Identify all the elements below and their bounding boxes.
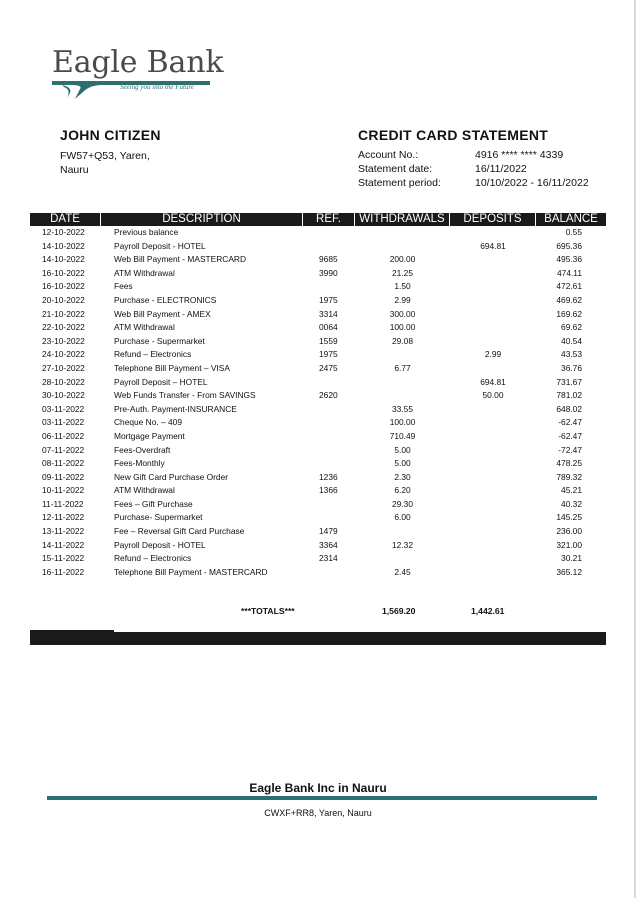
cell-date: 28-10-2022 [42,376,85,387]
cell-description: Web Funds Transfer - From SAVINGS [114,390,256,401]
transactions-table [30,213,606,579]
cell-ref: 3314 [319,308,338,319]
cell-date: 30-10-2022 [42,390,85,401]
cell-description: Fee – Reversal Gift Card Purchase [114,526,245,537]
totals-withdrawals: 1,569.20 [382,606,416,616]
header-ref: REF. [303,213,355,226]
cell-date: 07-11-2022 [42,444,85,455]
table-row [30,416,606,430]
account-value: 4916 **** **** 4339 [475,149,564,161]
cell-description: Telephone Bill Payment - MASTERCARD [114,566,268,577]
cell-date: 13-11-2022 [42,526,85,537]
cell-ref: 9685 [319,254,338,265]
cell-description: ATM Withdrawal [114,322,175,333]
table-footer-bar [30,632,606,645]
footer-divider [47,796,597,800]
cell-balance: 45.21 [561,485,582,496]
footer-address: CWXF+RR8, Yaren, Nauru [264,808,372,818]
cell-deposit [450,403,536,417]
table-row [30,376,606,390]
cell-deposit [450,566,536,580]
cell-description: Telephone Bill Payment – VISA [114,362,230,373]
cell-deposit [450,484,536,498]
statement-date-value: 16/11/2022 [475,163,527,175]
statement-period-label: Statement period: [358,177,441,189]
cell-balance: 30.21 [561,553,582,564]
cell-deposit [450,308,536,322]
cell-withdrawal [355,226,450,240]
cell-description: Purchase- Supermarket [114,512,203,523]
cell-description: Refund – Electronics [114,553,192,564]
cell-withdrawal: 2.99 [394,294,411,305]
cell-date: 23-10-2022 [42,335,85,346]
cell-balance: 695.36 [556,240,582,251]
table-row [30,484,606,498]
cell-description: Refund – Electronics [114,349,192,360]
cell-description: New Gift Card Purchase Order [114,471,229,482]
cell-withdrawal: 200.00 [389,254,416,265]
cell-balance: -62.47 [558,417,582,428]
cell-withdrawal: 5.00 [394,458,411,469]
cell-description: Fees-Overdraft [114,444,171,455]
cell-withdrawal: 33.55 [392,403,413,414]
cell-withdrawal [355,389,450,403]
cell-ref: 0064 [319,322,338,333]
address-line: FW57+Q53, Yaren, [60,150,150,162]
table-row [30,294,606,308]
cell-deposit [450,498,536,512]
cell-description: Payroll Deposit – HOTEL [114,376,208,387]
cell-deposit: 694.81 [480,376,506,387]
cell-balance: 69.62 [561,322,582,333]
table-row [30,253,606,267]
cell-deposit [450,280,536,294]
cell-ref: 2620 [319,390,338,401]
eagle-bank-logo [50,45,224,98]
cell-description: Web Bill Payment - MASTERCARD [114,254,247,265]
table-row [30,498,606,512]
cell-withdrawal: 1.50 [394,281,411,292]
table-row [30,457,606,471]
statement-period-row [358,176,589,190]
cell-withdrawal: 29.30 [392,498,413,509]
statement-meta [358,148,589,190]
cell-withdrawal: 12.32 [392,539,413,550]
cell-balance: 478.25 [556,458,582,469]
table-row [30,566,606,580]
cell-date: 24-10-2022 [42,349,85,360]
cell-ref: 1366 [319,485,338,496]
logo-wordmark: Eagle Bank [52,45,224,80]
cell-withdrawal: 100.00 [389,417,416,428]
cell-withdrawal: 29.08 [392,335,413,346]
cell-ref [303,240,355,254]
totals-label: ***TOTALS*** [241,606,295,616]
cell-withdrawal: 300.00 [389,308,416,319]
cell-ref [303,444,355,458]
cell-date: 27-10-2022 [42,362,85,373]
cell-date: 03-11-2022 [42,403,85,414]
header-withdrawals: WITHDRAWALS [355,213,450,226]
totals-deposits: 1,442.61 [471,606,505,616]
cell-ref [303,498,355,512]
cell-deposit [450,552,536,566]
cell-ref: 2314 [319,553,338,564]
cell-withdrawal: 6.00 [394,512,411,523]
statement-date-row [358,162,589,176]
cell-date: 20-10-2022 [42,294,85,305]
cell-balance: 145.25 [556,512,582,523]
table-row [30,226,606,240]
cell-balance: 648.02 [556,403,582,414]
cell-ref: 1975 [319,349,338,360]
cell-ref [303,430,355,444]
cell-ref: 1975 [319,294,338,305]
cell-withdrawal [355,525,450,539]
cell-deposit: 2.99 [484,349,502,360]
cell-balance: 781.02 [556,390,582,401]
cell-balance: 469.62 [556,294,582,305]
cell-ref: 2475 [319,362,338,373]
table-row [30,335,606,349]
cell-ref: 3990 [319,267,338,278]
cell-balance: 731.67 [556,376,582,387]
cell-description: Web Bill Payment - AMEX [114,308,211,319]
table-header [30,213,606,226]
table-row [30,539,606,553]
cell-deposit [450,525,536,539]
cell-withdrawal: 100.00 [389,322,416,333]
cell-ref: 1559 [319,335,338,346]
cell-deposit [450,321,536,335]
cell-description: Cheque No. – 409 [114,417,182,428]
table-row [30,348,606,362]
cell-deposit [450,335,536,349]
cell-deposit [450,457,536,471]
table-row [30,511,606,525]
cell-date: 06-11-2022 [42,430,85,441]
header-description: DESCRIPTION [101,213,303,226]
header-date: DATE [30,213,101,226]
table-row [30,267,606,281]
cell-balance: -62.47 [558,430,582,441]
table-row [30,403,606,417]
cell-balance: 36.76 [561,362,582,373]
cell-balance: 321.00 [556,539,582,550]
cell-date: 16-10-2022 [42,281,85,292]
cell-deposit: 694.81 [480,240,506,251]
cell-balance: 169.62 [556,308,582,319]
statement-title: CREDIT CARD STATEMENT [358,127,549,143]
cell-date: 11-11-2022 [42,498,84,509]
cell-date: 14-10-2022 [42,254,85,265]
cell-description: ATM Withdrawal [114,485,175,496]
cell-withdrawal [355,348,450,362]
table-body [30,226,606,579]
cell-ref: 1479 [319,526,338,537]
header-balance: BALANCE [544,213,598,225]
cell-withdrawal: 6.77 [394,362,411,373]
logo-tagline: Seeing you into the Future [120,83,194,91]
cell-deposit [450,253,536,267]
cell-ref [303,566,355,580]
table-row [30,240,606,254]
cell-ref [303,457,355,471]
cell-deposit: 50.00 [482,390,504,401]
cell-deposit [450,430,536,444]
cell-date: 14-11-2022 [42,539,85,550]
cell-balance: 474.11 [557,267,582,278]
cell-balance: 365.12 [556,566,582,577]
cell-withdrawal [355,240,450,254]
table-row [30,362,606,376]
cell-date: 08-11-2022 [42,458,85,469]
cell-balance: 495.36 [556,254,582,265]
customer-address [60,149,150,177]
cell-ref [303,226,355,240]
table-row [30,552,606,566]
cell-balance: 40.54 [561,335,582,346]
cell-date: 10-11-2022 [42,485,85,496]
cell-withdrawal: 710.49 [389,430,416,441]
cell-ref [303,511,355,525]
cell-ref: 1236 [319,471,338,482]
cell-description: ATM Withdrawal [114,267,175,278]
cell-balance: -72.47 [558,444,582,455]
table-row [30,471,606,485]
cell-date: 22-10-2022 [42,322,85,333]
cell-balance: 236.00 [556,526,582,537]
cell-deposit [450,267,536,281]
table-row [30,430,606,444]
cell-date: 12-11-2022 [42,512,85,523]
cell-date: 16-11-2022 [42,566,85,577]
cell-date: 14-10-2022 [42,240,85,251]
cell-date: 16-10-2022 [42,267,85,278]
cell-withdrawal: 6.20 [394,485,411,496]
cell-withdrawal: 21.25 [392,267,413,278]
cell-balance: 40.32 [561,498,582,509]
cell-ref [303,403,355,417]
account-row [358,148,589,162]
cell-withdrawal [355,552,450,566]
cell-withdrawal: 5.00 [394,444,411,455]
cell-description: Payroll Deposit - HOTEL [114,539,206,550]
cell-description: Purchase - Supermarket [114,335,205,346]
header-deposits: DEPOSITS [450,213,536,226]
table-row [30,308,606,322]
cell-ref [303,280,355,294]
cell-date: 12-10-2022 [42,227,85,237]
cell-date: 03-11-2022 [42,417,85,428]
statement-date-label: Statement date: [358,163,433,175]
cell-description: Fees – Gift Purchase [114,498,193,509]
cell-balance: 472.61 [556,281,582,292]
address-line: Nauru [60,164,89,176]
cell-balance: 0.55 [565,227,582,237]
footer-bank-name: Eagle Bank Inc in Nauru [249,781,387,795]
cell-balance: 789.32 [556,471,582,482]
table-row [30,444,606,458]
cell-description: Payroll Deposit - HOTEL [114,240,206,251]
table-row [30,280,606,294]
cell-date: 21-10-2022 [42,308,85,319]
cell-ref [303,416,355,430]
cell-balance: 43.53 [561,349,582,360]
cell-deposit [450,511,536,525]
cell-description: Fees [114,281,133,292]
cell-description: Pre-Auth. Payment-INSURANCE [114,403,237,414]
cell-withdrawal [355,376,450,390]
cell-deposit [450,294,536,308]
cell-deposit [450,471,536,485]
cell-ref [303,376,355,390]
cell-date: 09-11-2022 [42,471,85,482]
customer-name: JOHN CITIZEN [60,127,161,143]
cell-deposit [450,416,536,430]
table-row [30,321,606,335]
cell-date: 15-11-2022 [42,553,85,564]
cell-ref: 3364 [319,539,338,550]
cell-description: Purchase - ELECTRONICS [114,294,217,305]
cell-deposit [450,362,536,376]
cell-withdrawal: 2.30 [394,471,411,482]
cell-deposit [450,539,536,553]
cell-description: Fees-Monthly [114,458,165,469]
table-row [30,389,606,403]
cell-description: Previous balance [114,227,179,237]
cell-description: Mortgage Payment [114,430,185,441]
cell-deposit [450,226,536,240]
account-label: Account No.: [358,149,419,161]
cell-withdrawal: 2.45 [394,566,411,577]
table-row [30,525,606,539]
cell-deposit [450,444,536,458]
statement-period-value: 10/10/2022 - 16/11/2022 [475,177,589,189]
